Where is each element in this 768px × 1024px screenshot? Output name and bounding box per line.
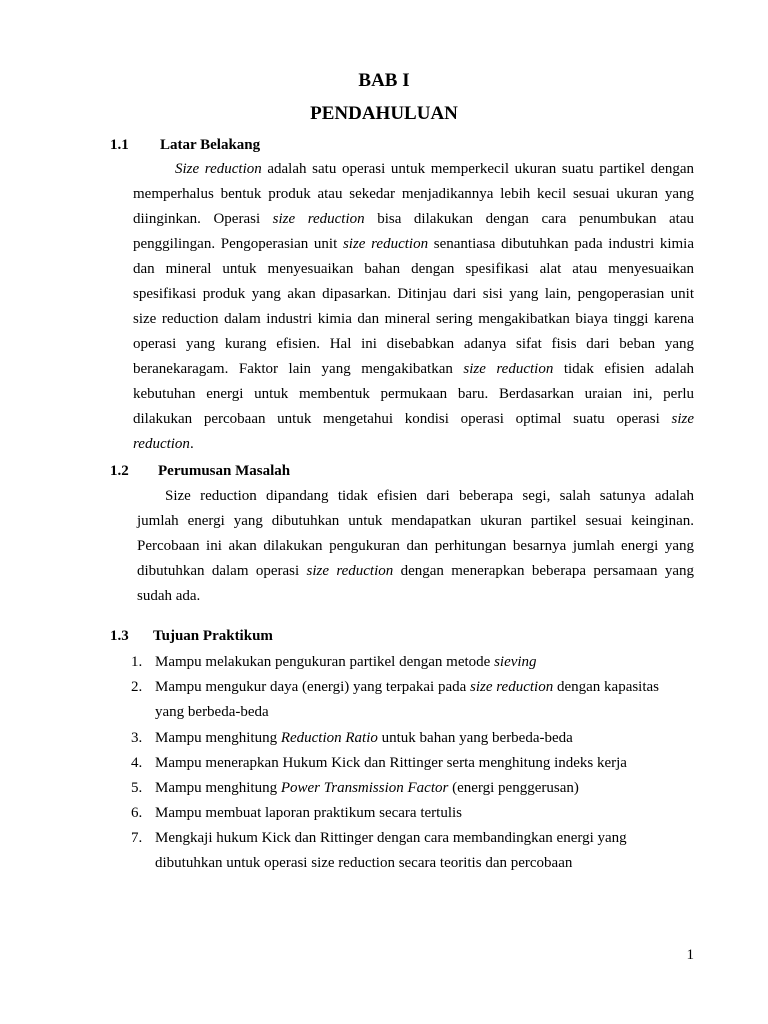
text-line: memperhalus bentuk produk atau sekedar menjadikannya lebih kecil sesuai ukuran yang bbox=[133, 186, 694, 202]
text-line: sudah ada. bbox=[137, 588, 201, 604]
chapter-number: BAB I bbox=[358, 70, 410, 91]
text-line: jumlah energi yang dibutuhkan untuk mendapatkan ukuran partikel sesuai keinginan. bbox=[137, 513, 694, 529]
list-item: 2. Mampu mengukur daya (energi) yang terpakai pada size reduction dengan kapasitas yang berbeda-beda bbox=[131, 679, 660, 720]
text-line: size reduction dalam industri kimia dan mineral sering mengakibatkan biaya tinggi karena bbox=[133, 311, 694, 327]
text-line: Percobaan ini akan dilakukan pengukuran dan perhitungan besarnya jumlah energi yang bbox=[137, 538, 694, 554]
section-heading-latar-belakang bbox=[110, 137, 260, 154]
text-line: Size reduction adalah satu operasi untuk memperkecil ukuran suatu partikel dengan bbox=[175, 161, 694, 177]
paragraph-latar-belakang bbox=[133, 157, 694, 457]
text-line: beranekaragam. Faktor lain yang mengakibatkan size reduction tidak efisien adalah bbox=[133, 361, 694, 377]
list-item: 7. Mengkaji hukum Kick dan Rittinger dengan cara membandingkan energi yang dibutuhkan untuk operasi size reduction secara teoritis dan percobaan bbox=[131, 830, 627, 871]
chapter-title: PENDAHULUAN bbox=[310, 103, 458, 124]
section-number: 1.1 bbox=[110, 137, 129, 153]
text-line: reduction. bbox=[133, 436, 194, 452]
text-line: kebutuhan energi untuk membentuk permukaan baru. Berdasarkan uraian ini, perlu bbox=[133, 386, 694, 402]
text-line: dan mineral untuk menyesuaikan bahan dengan spesifikasi alat atau menyesuaikan bbox=[133, 261, 694, 277]
section-title: Tujuan Praktikum bbox=[153, 628, 273, 644]
text-line: penggilingan. Pengoperasian unit size reduction senantiasa dibutuhkan pada industri kimia bbox=[133, 236, 694, 252]
section-heading-perumusan-masalah bbox=[110, 463, 290, 480]
list-item: 6. Mampu membuat laporan praktikum secara tertulis bbox=[131, 805, 462, 821]
text-line: Size reduction dipandang tidak efisien dari beberapa segi, salah satunya adalah bbox=[165, 488, 694, 504]
text-line: spesifikasi produk yang akan dipasarkan. Ditinjau dari sisi yang lain, pengoperasian unit bbox=[133, 286, 694, 302]
section-number: 1.3 bbox=[110, 628, 129, 644]
section-number: 1.2 bbox=[110, 463, 129, 479]
page-number: 1 bbox=[686, 947, 694, 963]
section-heading-tujuan-praktikum bbox=[110, 628, 273, 645]
text-line: dibutuhkan dalam operasi size reduction dengan menerapkan beberapa persamaan yang bbox=[137, 563, 694, 579]
text-line: operasi yang kurang efisien. Hal ini disebabkan adanya sifat fisis dari beban yang bbox=[133, 336, 694, 352]
list-item: 5. Mampu menghitung Power Transmission Factor (energi penggerusan) bbox=[131, 780, 579, 796]
paragraph-perumusan-masalah bbox=[137, 484, 694, 609]
list-item: 4. Mampu menerapkan Hukum Kick dan Rittinger serta menghitung indeks kerja bbox=[131, 755, 627, 771]
text-line: diinginkan. Operasi size reduction bisa dilakukan dengan cara penumbukan atau bbox=[133, 211, 694, 227]
list-item: 3. Mampu menghitung Reduction Ratio untuk bahan yang berbeda-beda bbox=[131, 730, 573, 746]
text-line: dilakukan percobaan untuk mengetahui kondisi operasi optimal suatu operasi size bbox=[133, 411, 694, 427]
section-title: Latar Belakang bbox=[160, 137, 261, 153]
section-title: Perumusan Masalah bbox=[158, 463, 291, 479]
list-item: 1. Mampu melakukan pengukuran partikel dengan metode sieving bbox=[131, 654, 537, 670]
